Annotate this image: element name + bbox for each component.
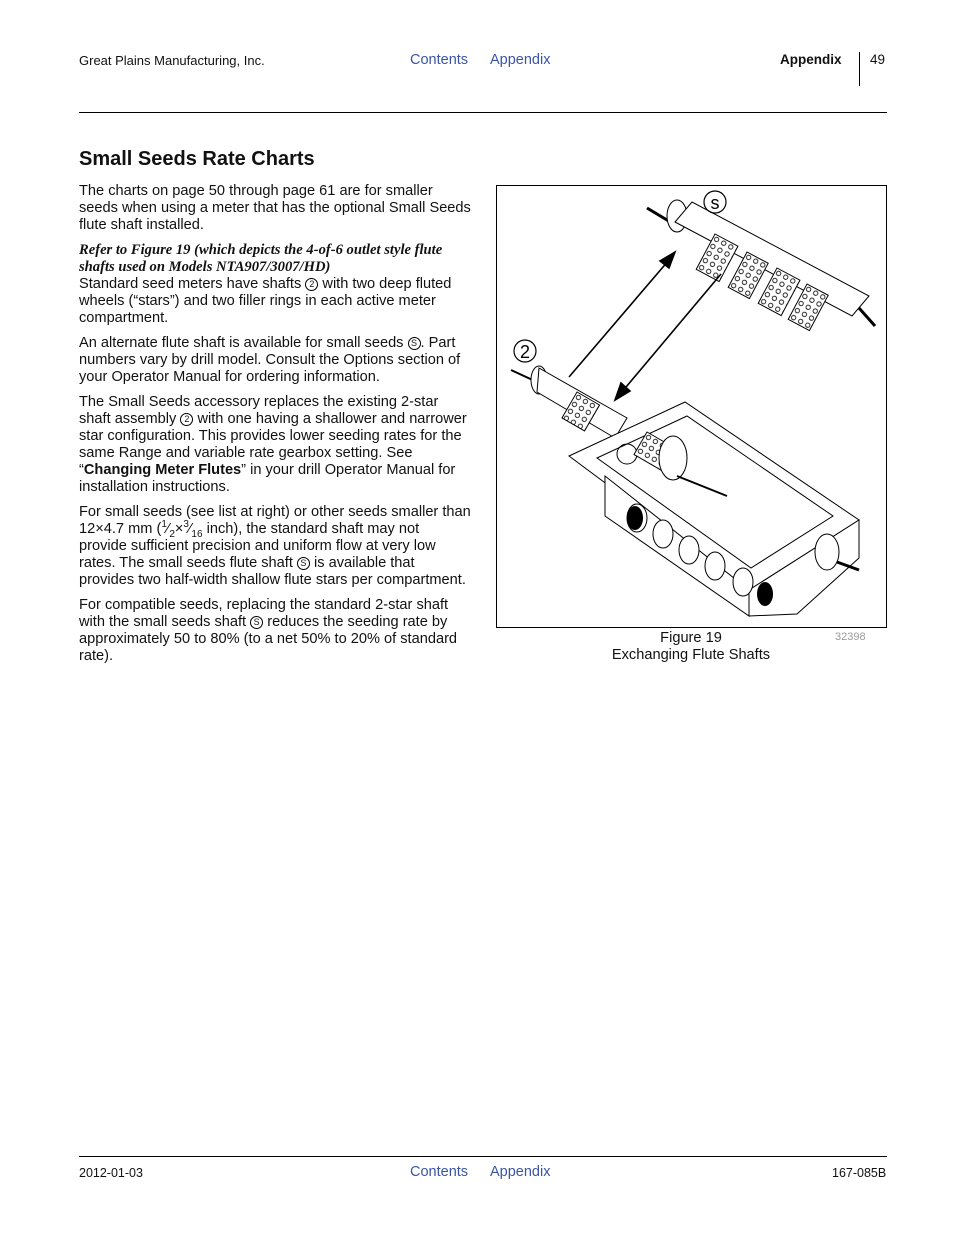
paragraph-standard-shafts bbox=[79, 242, 471, 327]
header-contents-link[interactable]: Contents bbox=[410, 52, 469, 68]
figure-title: Exchanging Flute Shafts bbox=[611, 647, 771, 663]
figure-number: Figure 19 bbox=[660, 630, 722, 646]
text-span: Standard seed meters have shafts bbox=[79, 276, 306, 292]
footer-date: 2012-01-03 bbox=[79, 1166, 143, 1180]
page-number: 49 bbox=[870, 52, 886, 67]
fraction-denominator: 2 bbox=[169, 528, 175, 540]
footer-appendix-link[interactable]: Appendix bbox=[490, 1164, 551, 1180]
footer-doc-number: 167-085B bbox=[832, 1166, 887, 1180]
fraction-numerator: 3 bbox=[183, 519, 189, 531]
callout-s-marker: S bbox=[408, 337, 421, 350]
paragraph-intro: The charts on page 50 through page 61 are for smaller seeds when using a meter that has the optional Small Seeds flute shaft installed. bbox=[79, 183, 471, 233]
paragraph-compatible-seeds bbox=[79, 597, 471, 665]
text-span: reduces the seeding rate by approximately 50 to 80% (to a net 50% to 20% of standard rate). bbox=[79, 614, 458, 664]
text-span: The Small Seeds accessory replaces the existing 2-star shaft assembly bbox=[79, 394, 439, 427]
text-span: ” in your drill Operator Manual for installation instructions. bbox=[79, 462, 456, 495]
text-span: inch), the standard shaft may not provide sufficient precision and uniform flow at very low rates. The small seeds flute shaft bbox=[79, 521, 436, 571]
header-divider bbox=[859, 52, 860, 86]
text-span: with one having a shallower and narrower star configuration. This provides lower seeding rates for the same Range and variable rate gearbox setting. See “ bbox=[79, 411, 467, 478]
callout-2-marker: 2 bbox=[180, 413, 193, 426]
figure-reference: Refer to Figure 19 (which depicts the 4-of-6 outlet style flute shafts used on Models NTA907/3007/HD) bbox=[79, 242, 443, 275]
figure-frame bbox=[496, 185, 887, 628]
callout-s-marker: S bbox=[297, 557, 310, 570]
header-rule bbox=[79, 112, 887, 113]
figure-caption bbox=[596, 630, 786, 664]
callout-2-label: 2 bbox=[519, 342, 531, 362]
flute-shaft-illustration bbox=[497, 186, 886, 627]
text-span: For small seeds (see list at right) or other seeds smaller than 12×4.7 mm ( bbox=[79, 504, 471, 537]
page-title: Small Seeds Rate Charts bbox=[79, 148, 315, 170]
header-company: Great Plains Manufacturing, Inc. bbox=[79, 53, 265, 68]
callout-s-label: s bbox=[710, 193, 720, 213]
callout-2-marker: 2 bbox=[305, 278, 318, 291]
figure-image-number: 32398 bbox=[835, 631, 866, 643]
bold-reference: Changing Meter Flutes bbox=[83, 462, 242, 478]
text-span: with two deep fluted wheels (“stars”) and two filler rings in each active meter compartment. bbox=[79, 276, 452, 326]
fraction-denominator: 16 bbox=[191, 528, 203, 540]
body-text bbox=[79, 183, 471, 673]
header-appendix-link[interactable]: Appendix bbox=[490, 52, 551, 68]
paragraph-alternate-shaft bbox=[79, 335, 471, 386]
fraction-numerator: 1 bbox=[161, 519, 167, 531]
text-span: An alternate flute shaft is available for small seeds bbox=[79, 335, 408, 351]
paragraph-small-seeds: For small seeds (see list at right) or other seeds smaller than 12×4.7 mm ($^1⁄_2\times^3⁄_{16}$ inch), the standard shaft may not provide sufficient precision and uniform flow at very low rates. The small seeds flute shaft S is available that provides two half-width shallow flute stars per compartment. bbox=[79, 504, 471, 588]
footer-contents-link[interactable]: Contents bbox=[410, 1164, 469, 1180]
text-span: . Part numbers vary by drill model. Consult the Options section of your Operator Manual for ordering information. bbox=[79, 335, 461, 385]
callout-s-marker: S bbox=[250, 616, 263, 629]
header-section-title: Appendix bbox=[780, 52, 842, 67]
paragraph-accessory bbox=[79, 394, 471, 496]
footer-rule bbox=[79, 1156, 887, 1157]
text-span: For compatible seeds, replacing the standard 2-star shaft with the small seeds shaft bbox=[79, 597, 449, 630]
text-span: is available that provides two half-width shallow flute stars per compartment. bbox=[79, 555, 466, 588]
